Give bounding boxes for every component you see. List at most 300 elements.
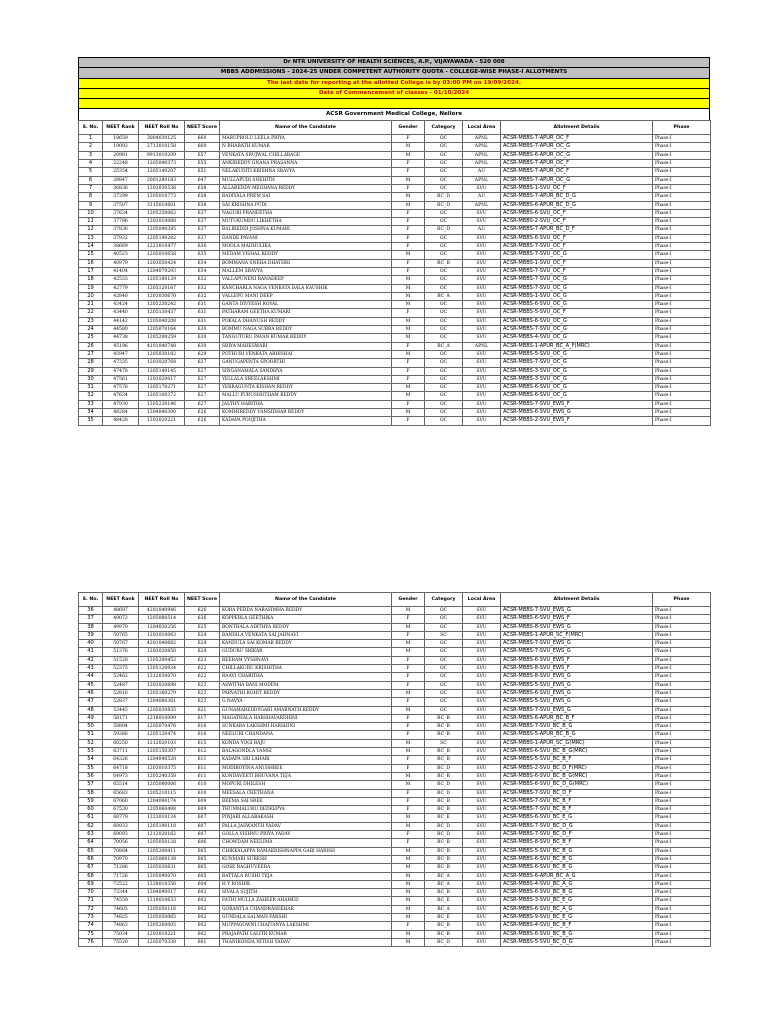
neet-score-cell: 605 xyxy=(185,847,220,855)
neet-rank-cell: 42533 xyxy=(103,276,139,284)
phase-cell: Phase-I xyxy=(653,913,711,921)
gender-cell: F xyxy=(392,764,425,772)
allotment-details-cell: ACSR-MBBS-7-APUR_OC_F xyxy=(501,168,653,176)
allotment-details-cell: ACSR-MBBS-7-SVU_OC_G xyxy=(501,326,653,334)
neet-score-cell: 604 xyxy=(185,880,220,888)
gender-cell: M xyxy=(392,350,425,358)
candidate-name-cell: PALLA JASWANTH YADAV xyxy=(220,822,392,830)
gender-cell: F xyxy=(392,656,425,664)
allotment-details-cell: ACSR-MBBS-2-SVU_BC_D_F(MRC) xyxy=(501,764,653,772)
candidate-name-cell: BALAGONDLA VAMSI xyxy=(220,748,392,756)
phase-cell: Phase-I xyxy=(653,831,711,839)
candidate-name-cell: TANGUTURU PAVAN KUMAR REDDY xyxy=(220,334,392,342)
roll-no-cell: 1203020768 xyxy=(139,359,185,367)
sno-cell: 46 xyxy=(79,689,103,697)
roll-no-cell: 1205040385 xyxy=(139,226,185,234)
category-cell: BC_B xyxy=(425,889,463,897)
roll-no-cell: 3004030125 xyxy=(139,135,185,143)
neet-score-cell: 622 xyxy=(185,689,220,697)
sno-cell: 32 xyxy=(79,392,103,400)
sno-cell: 51 xyxy=(79,731,103,739)
category-cell: BC_A xyxy=(425,872,463,880)
candidate-name-cell: H Y ROSHIK xyxy=(220,880,392,888)
roll-no-cell: 9913010209 xyxy=(139,151,185,159)
neet-rank-cell: 47930 xyxy=(103,400,139,408)
phase-cell: Phase-I xyxy=(653,938,711,946)
local-area-cell: SVU xyxy=(463,326,501,334)
category-cell: OC xyxy=(425,656,463,664)
local-area-cell: SVU xyxy=(463,847,501,855)
roll-no-cell: 1205100372 xyxy=(139,392,185,400)
candidate-name-cell: YERRAGUNTA KISHAN REDDY xyxy=(220,384,392,392)
roll-no-cell: 1203020221 xyxy=(139,417,185,425)
phase-cell: Phase-I xyxy=(653,326,711,334)
sno-cell: 40 xyxy=(79,640,103,648)
roll-no-cell: 1205260005 xyxy=(139,922,185,930)
phase-cell: Phase-I xyxy=(653,384,711,392)
gender-cell: M xyxy=(392,748,425,756)
candidate-name-cell: YELLALA SREELAKSHMI xyxy=(220,375,392,383)
allotment-sheet-page-1 xyxy=(78,57,710,426)
local-area-cell: APNL xyxy=(463,143,501,151)
allotment-details-cell: ACSR-MBBS-7-SVU_OC_G xyxy=(501,251,653,259)
neet-rank-cell: 71726 xyxy=(103,872,139,880)
table-row xyxy=(79,814,711,822)
local-area-cell: SVU xyxy=(463,408,501,416)
neet-rank-cell: 70884 xyxy=(103,847,139,855)
allotment-details-cell: ACSR-MBBS-8-SVU_EWS_F xyxy=(501,665,653,673)
candidate-name-cell: PRAJAPATH LALITH KUMAR xyxy=(220,930,392,938)
table-row xyxy=(79,731,711,739)
candidate-name-cell: MUTUKUMDU LIKHETHA xyxy=(220,218,392,226)
column-header-phase: Phase xyxy=(653,121,711,135)
roll-no-cell: 1204040528 xyxy=(139,756,185,764)
category-cell: OC xyxy=(425,698,463,706)
table-row xyxy=(79,723,711,731)
roll-no-cell: 1203030536 xyxy=(139,184,185,192)
candidate-name-cell: MOOLA MADHULIKA xyxy=(220,243,392,251)
neet-rank-cell: 74605 xyxy=(103,905,139,913)
roll-no-cell: 1203010375 xyxy=(139,764,185,772)
gender-cell: F xyxy=(392,375,425,383)
sno-cell: 29 xyxy=(79,367,103,375)
table-row xyxy=(79,681,711,689)
phase-cell: Phase-I xyxy=(653,184,711,192)
gender-cell: F xyxy=(392,267,425,275)
gender-cell: F xyxy=(392,615,425,623)
roll-no-cell: 1205120034 xyxy=(139,665,185,673)
local-area-cell: SVU xyxy=(463,706,501,714)
neet-rank-cell: 67060 xyxy=(103,797,139,805)
phase-cell: Phase-I xyxy=(653,855,711,863)
roll-no-cell: 1204080361 xyxy=(139,698,185,706)
allotment-details-cell: ACSR-MBBS-6-SVU_EWS_F xyxy=(501,656,653,664)
category-cell: OC xyxy=(425,673,463,681)
category-cell: BC_B xyxy=(425,839,463,847)
roll-no-cell: 1205050116 xyxy=(139,905,185,913)
column-header-gender: Gender xyxy=(392,593,425,607)
roll-no-cell: 1205150307 xyxy=(139,748,185,756)
neet-score-cell: 637 xyxy=(185,226,220,234)
gender-cell: M xyxy=(392,292,425,300)
sno-cell: 21 xyxy=(79,301,103,309)
candidate-name-cell: DANDE PAVANI xyxy=(220,234,392,242)
roll-no-cell: 1205070338 xyxy=(139,938,185,946)
sno-cell: 61 xyxy=(79,814,103,822)
allotment-details-cell: ACSR-MBBS-5-APUR_BC_B_G xyxy=(501,731,653,739)
gender-cell: M xyxy=(392,392,425,400)
phase-cell: Phase-I xyxy=(653,739,711,747)
table-header xyxy=(79,593,711,607)
roll-no-cell: 2001280183 xyxy=(139,176,185,184)
category-cell: OC xyxy=(425,243,463,251)
local-area-cell: SVU xyxy=(463,384,501,392)
sno-cell: 41 xyxy=(79,648,103,656)
sno-cell: 45 xyxy=(79,681,103,689)
gender-cell: M xyxy=(392,607,425,615)
neet-score-cell: 622 xyxy=(185,665,220,673)
candidate-name-cell: FATHI MULLA ZAHEER AHAMED xyxy=(220,897,392,905)
category-cell: OC xyxy=(425,706,463,714)
category-cell: OC xyxy=(425,640,463,648)
neet-score-cell: 627 xyxy=(185,392,220,400)
sno-cell: 56 xyxy=(79,772,103,780)
sno-cell: 20 xyxy=(79,292,103,300)
local-area-cell: SVU xyxy=(463,375,501,383)
local-area-cell: SVU xyxy=(463,689,501,697)
phase-cell: Phase-I xyxy=(653,880,711,888)
gender-cell: M xyxy=(392,897,425,905)
candidate-name-cell: BOMMU NAGA SUBBA REDDY xyxy=(220,326,392,334)
local-area-cell: SVU xyxy=(463,797,501,805)
roll-no-cell: 1203010088 xyxy=(139,218,185,226)
category-cell: OC xyxy=(425,615,463,623)
neet-score-cell: 601 xyxy=(185,938,220,946)
table-row xyxy=(79,689,711,697)
column-header-gender: Gender xyxy=(392,121,425,135)
table-row xyxy=(79,276,711,284)
gender-cell: M xyxy=(392,913,425,921)
phase-cell: Phase-I xyxy=(653,889,711,897)
table-row xyxy=(79,326,711,334)
sno-cell: 57 xyxy=(79,781,103,789)
sno-cell: 6 xyxy=(79,176,103,184)
column-header-local-area: Local Area xyxy=(463,593,501,607)
gender-cell: M xyxy=(392,176,425,184)
gender-cell: M xyxy=(392,201,425,209)
neet-score-cell: 637 xyxy=(185,234,220,242)
neet-rank-cell: 43440 xyxy=(103,309,139,317)
allotment-details-cell: ACSR-MBBS-1-APUR_SC_G(MRC) xyxy=(501,739,653,747)
phase-cell: Phase-I xyxy=(653,623,711,631)
roll-no-cell: 1205050128 xyxy=(139,839,185,847)
neet-score-cell: 617 xyxy=(185,714,220,722)
neet-rank-cell: 64718 xyxy=(103,764,139,772)
category-cell: OC xyxy=(425,681,463,689)
neet-rank-cell: 73344 xyxy=(103,889,139,897)
sno-cell: 59 xyxy=(79,797,103,805)
category-cell: OC xyxy=(425,689,463,697)
candidate-name-cell: VENKATA SRUJWAL CHILLARAGE xyxy=(220,151,392,159)
phase-cell: Phase-I xyxy=(653,400,711,408)
candidate-name-cell: BEEMA SAI SREE xyxy=(220,797,392,805)
neet-score-cell: 636 xyxy=(185,243,220,251)
neet-rank-cell: 40523 xyxy=(103,251,139,259)
category-cell: OC xyxy=(425,367,463,375)
neet-score-cell: 624 xyxy=(185,640,220,648)
candidate-name-cell: KADAPA POOJITHA xyxy=(220,417,392,425)
neet-rank-cell: 50767 xyxy=(103,640,139,648)
neet-score-cell: 623 xyxy=(185,656,220,664)
local-area-cell: SVU xyxy=(463,607,501,615)
candidate-name-cell: KONDAVEETI BHUVANA TEJA xyxy=(220,772,392,780)
local-area-cell: AU xyxy=(463,168,501,176)
category-cell: BC_B xyxy=(425,772,463,780)
category-cell: OC xyxy=(425,392,463,400)
sno-cell: 67 xyxy=(79,864,103,872)
allotment-details-cell: ACSR-MBBS-6-SVU_OC_F xyxy=(501,234,653,242)
local-area-cell: SVU xyxy=(463,723,501,731)
roll-no-cell: 1205210115 xyxy=(139,789,185,797)
table-row xyxy=(79,640,711,648)
neet-score-cell: 624 xyxy=(185,648,220,656)
category-cell: BC_E xyxy=(425,913,463,921)
local-area-cell: SVU xyxy=(463,251,501,259)
local-area-cell: SVU xyxy=(463,184,501,192)
phase-cell: Phase-I xyxy=(653,375,711,383)
local-area-cell: SVU xyxy=(463,234,501,242)
local-area-cell: APNL xyxy=(463,342,501,350)
neet-rank-cell: 52837 xyxy=(103,698,139,706)
phase-cell: Phase-I xyxy=(653,640,711,648)
neet-score-cell: 626 xyxy=(185,615,220,623)
sno-cell: 35 xyxy=(79,417,103,425)
admission-title: MBBS ADDMISSIONS - 2024-25 UNDER COMPETENT AUTHORITY QUOTA - COLLEGE-WISE PHASE-I ALLOTMENTS xyxy=(78,67,710,77)
sno-cell: 16 xyxy=(79,259,103,267)
phase-cell: Phase-I xyxy=(653,615,711,623)
roll-no-cell: 1203010221 xyxy=(139,930,185,938)
local-area-cell: SVU xyxy=(463,400,501,408)
allotment-details-cell: ACSR-MBBS-7-SVU_OC_G xyxy=(501,359,653,367)
gender-cell: F xyxy=(392,922,425,930)
table-row xyxy=(79,193,711,201)
allotment-details-cell: ACSR-MBBS-5-SVU_OC_G xyxy=(501,350,653,358)
neet-rank-cell: 47335 xyxy=(103,359,139,367)
neet-rank-cell: 75034 xyxy=(103,930,139,938)
gender-cell: M xyxy=(392,872,425,880)
gender-cell: F xyxy=(392,698,425,706)
neet-score-cell: 621 xyxy=(185,706,220,714)
neet-score-cell: 625 xyxy=(185,623,220,631)
neet-score-cell: 610 xyxy=(185,781,220,789)
candidate-name-cell: MOPURI DHILESH xyxy=(220,781,392,789)
local-area-cell: SVU xyxy=(463,317,501,325)
roll-no-cell: 1205130437 xyxy=(139,309,185,317)
category-cell: OC xyxy=(425,326,463,334)
candidate-name-cell: KANCHARLA NAGA VENKATA BALA KAUSHIK xyxy=(220,284,392,292)
sno-cell: 65 xyxy=(79,847,103,855)
sno-cell: 23 xyxy=(79,317,103,325)
table-row xyxy=(79,301,711,309)
allotment-details-cell: ACSR-MBBS-6-SVU_BC_B_G xyxy=(501,889,653,897)
phase-cell: Phase-I xyxy=(653,607,711,615)
sno-cell: 1 xyxy=(79,135,103,143)
neet-score-cell: 632 xyxy=(185,276,220,284)
column-header-roll-no: NEET Roll No xyxy=(139,593,185,607)
roll-no-cell: 1205200259 xyxy=(139,334,185,342)
category-cell: OC xyxy=(425,375,463,383)
neet-rank-cell: 51528 xyxy=(103,656,139,664)
phase-cell: Phase-I xyxy=(653,160,711,168)
neet-rank-cell: 37796 xyxy=(103,218,139,226)
table-header xyxy=(79,121,711,135)
sno-cell: 8 xyxy=(79,193,103,201)
gender-cell: F xyxy=(392,631,425,639)
gender-cell: F xyxy=(392,789,425,797)
neet-score-cell: 622 xyxy=(185,698,220,706)
neet-score-cell: 627 xyxy=(185,384,220,392)
table-row xyxy=(79,384,711,392)
allotment-details-cell: ACSR-MBBS-8-SVU_BC_B_F xyxy=(501,839,653,847)
phase-cell: Phase-I xyxy=(653,789,711,797)
candidate-name-cell: G NAVYA xyxy=(220,698,392,706)
candidate-name-cell: NEELURI CHANDANA xyxy=(220,731,392,739)
phase-cell: Phase-I xyxy=(653,168,711,176)
category-cell: BC_D xyxy=(425,789,463,797)
candidate-name-cell: PATHARAM GEETHA KUMARI xyxy=(220,309,392,317)
phase-cell: Phase-I xyxy=(653,864,711,872)
allotment-details-cell: ACSR-MBBS-4-SVU_OC_G xyxy=(501,334,653,342)
column-header-phase: Phase xyxy=(653,593,711,607)
allotment-details-cell: ACSR-MBBS-2-SVU_EWS_F xyxy=(501,417,653,425)
roll-no-cell: 1212020103 xyxy=(139,739,185,747)
table-row xyxy=(79,160,711,168)
table-row xyxy=(79,781,711,789)
category-cell: BC_B xyxy=(425,723,463,731)
neet-score-cell: 610 xyxy=(185,789,220,797)
category-cell: OC xyxy=(425,218,463,226)
sno-cell: 73 xyxy=(79,913,103,921)
category-cell: OC xyxy=(425,234,463,242)
neet-rank-cell: 37634 xyxy=(103,209,139,217)
category-cell: BC_D xyxy=(425,831,463,839)
local-area-cell: AU xyxy=(463,226,501,234)
gender-cell: M xyxy=(392,930,425,938)
neet-score-cell: 622 xyxy=(185,673,220,681)
sno-cell: 48 xyxy=(79,706,103,714)
phase-cell: Phase-I xyxy=(653,193,711,201)
category-cell: BC_D xyxy=(425,822,463,830)
local-area-cell: SVU xyxy=(463,913,501,921)
sno-cell: 2 xyxy=(79,143,103,151)
phase-cell: Phase-I xyxy=(653,408,711,416)
sno-cell: 25 xyxy=(79,334,103,342)
table-row xyxy=(79,764,711,772)
table-row xyxy=(79,905,711,913)
allotment-details-cell: ACSR-MBBS-4-SVU_BC_A_G xyxy=(501,880,653,888)
category-cell: BC_D xyxy=(425,226,463,234)
candidate-name-cell: GANTA DIVYESH ROYAL xyxy=(220,301,392,309)
phase-cell: Phase-I xyxy=(653,218,711,226)
neet-rank-cell: 52487 xyxy=(103,681,139,689)
category-cell: OC xyxy=(425,184,463,192)
candidate-name-cell: MULLAPUDI SNEHITH xyxy=(220,176,392,184)
table-row xyxy=(79,889,711,897)
roll-no-cell: 1223010477 xyxy=(139,243,185,251)
gender-cell: M xyxy=(392,284,425,292)
phase-cell: Phase-I xyxy=(653,905,711,913)
candidate-name-cell: KANDULA SAI KOMAR REDDY xyxy=(220,640,392,648)
phase-cell: Phase-I xyxy=(653,367,711,375)
local-area-cell: SVU xyxy=(463,673,501,681)
gender-cell: F xyxy=(392,417,425,425)
roll-no-cell: 1205060498 xyxy=(139,806,185,814)
gender-cell: F xyxy=(392,359,425,367)
gender-cell: F xyxy=(392,797,425,805)
candidate-name-cell: SUNKARA LAKSHMI HARSHINI xyxy=(220,723,392,731)
table-row xyxy=(79,864,711,872)
gender-cell: F xyxy=(392,367,425,375)
sno-cell: 28 xyxy=(79,359,103,367)
gender-cell: M xyxy=(392,689,425,697)
neet-score-cell: 605 xyxy=(185,855,220,863)
sno-cell: 38 xyxy=(79,623,103,631)
local-area-cell: SVU xyxy=(463,681,501,689)
category-cell: OC xyxy=(425,384,463,392)
allotment-details-cell: ACSR-MBBS-1-APUR_BC_A_F(MRC) xyxy=(501,342,653,350)
phase-cell: Phase-I xyxy=(653,392,711,400)
neet-rank-cell: 52462 xyxy=(103,673,139,681)
phase-cell: Phase-I xyxy=(653,706,711,714)
allotment-details-cell: ACSR-MBBS-6-APUR_BC_B_F xyxy=(501,714,653,722)
gender-cell: M xyxy=(392,251,425,259)
neet-rank-cell: 44142 xyxy=(103,317,139,325)
local-area-cell: SVU xyxy=(463,640,501,648)
phase-cell: Phase-I xyxy=(653,681,711,689)
neet-rank-cell: 36836 xyxy=(103,184,139,192)
candidate-name-cell: MUPPAGOWNI CHAITANYA LAKSHMI xyxy=(220,922,392,930)
neet-rank-cell: 58171 xyxy=(103,714,139,722)
gender-cell: F xyxy=(392,342,425,350)
gender-cell: F xyxy=(392,831,425,839)
allotment-details-cell: ACSR-MBBS-7-SVU_OC_F xyxy=(501,267,653,275)
table-row xyxy=(79,359,711,367)
allotment-details-cell: ACSR-MBBS-9-SVU_BC_E_G xyxy=(501,913,653,921)
allotment-details-cell: ACSR-MBBS-7-SVU_EWS_G xyxy=(501,640,653,648)
table-row xyxy=(79,847,711,855)
category-cell: OC xyxy=(425,359,463,367)
column-header-category: Category xyxy=(425,121,463,135)
neet-score-cell: 602 xyxy=(185,922,220,930)
neet-rank-cell: 65683 xyxy=(103,789,139,797)
class-commencement-date: Date of Commencement of classes - 01/10/2024 xyxy=(78,88,710,98)
sno-cell: 26 xyxy=(79,342,103,350)
category-cell: SC xyxy=(425,739,463,747)
neet-score-cell: 607 xyxy=(185,831,220,839)
sno-cell: 54 xyxy=(79,756,103,764)
neet-score-cell: 606 xyxy=(185,839,220,847)
neet-rank-cell: 48697 xyxy=(103,607,139,615)
category-cell: BC_E xyxy=(425,897,463,905)
category-cell: BC_B xyxy=(425,748,463,756)
category-cell: BC_A xyxy=(425,342,463,350)
allotment-details-cell: ACSR-MBBS-1-SVU_OC_F xyxy=(501,184,653,192)
sno-cell: 53 xyxy=(79,748,103,756)
category-cell: BC_B xyxy=(425,922,463,930)
gender-cell: F xyxy=(392,665,425,673)
gender-cell: F xyxy=(392,226,425,234)
neet-score-cell: 660 xyxy=(185,135,220,143)
